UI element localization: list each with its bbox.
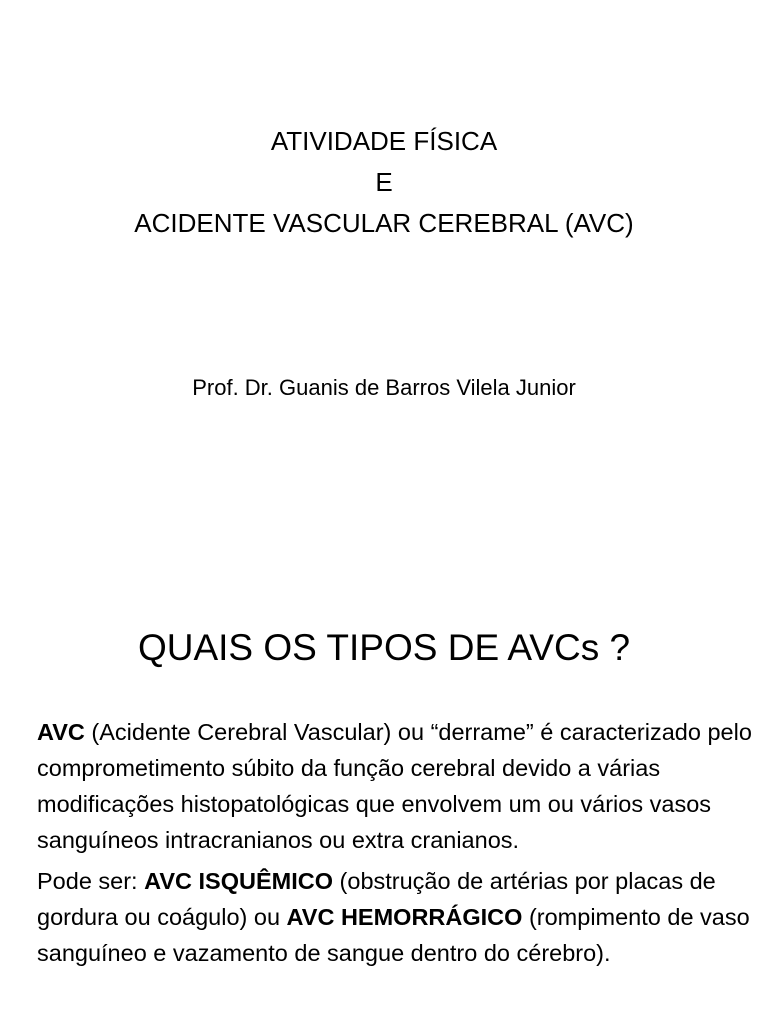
types-paragraph <box>37 863 761 971</box>
types-intro: Pode ser: <box>37 868 145 894</box>
presentation-title <box>0 121 768 244</box>
hemorrhagic-label: AVC HEMORRÁGICO <box>286 904 523 930</box>
ischemic-description: (obstrução de artérias por placas de gordura ou coágulo) ou <box>37 868 716 930</box>
content-slide <box>0 576 768 1024</box>
title-line-1: ATIVIDADE FÍSICA <box>270 126 498 156</box>
slide-body <box>37 714 761 971</box>
avc-definition: (Acidente Cerebral Vascular) ou “derrame” é caracterizado pelo comprometimento súbito da função cerebral devido a várias modificações histopatológicas que envolvem um ou vários vasos sanguíneos intracranianos ou extra cranianos. <box>37 719 752 853</box>
hemorrhagic-description: (rompimento de vaso sanguíneo e vazamento de sangue dentro do cérebro). <box>37 904 750 966</box>
title-line-3: ACIDENTE VASCULAR CEREBRAL (AVC) <box>134 208 634 238</box>
slide-heading: QUAIS OS TIPOS DE AVCs ? <box>137 627 631 668</box>
definition-paragraph <box>37 714 761 858</box>
ischemic-label: AVC ISQUÊMICO <box>144 868 334 894</box>
title-line-2: E <box>375 167 393 197</box>
avc-term: AVC <box>37 719 85 745</box>
author-name: Prof. Dr. Guanis de Barros Vilela Junior <box>192 375 576 400</box>
